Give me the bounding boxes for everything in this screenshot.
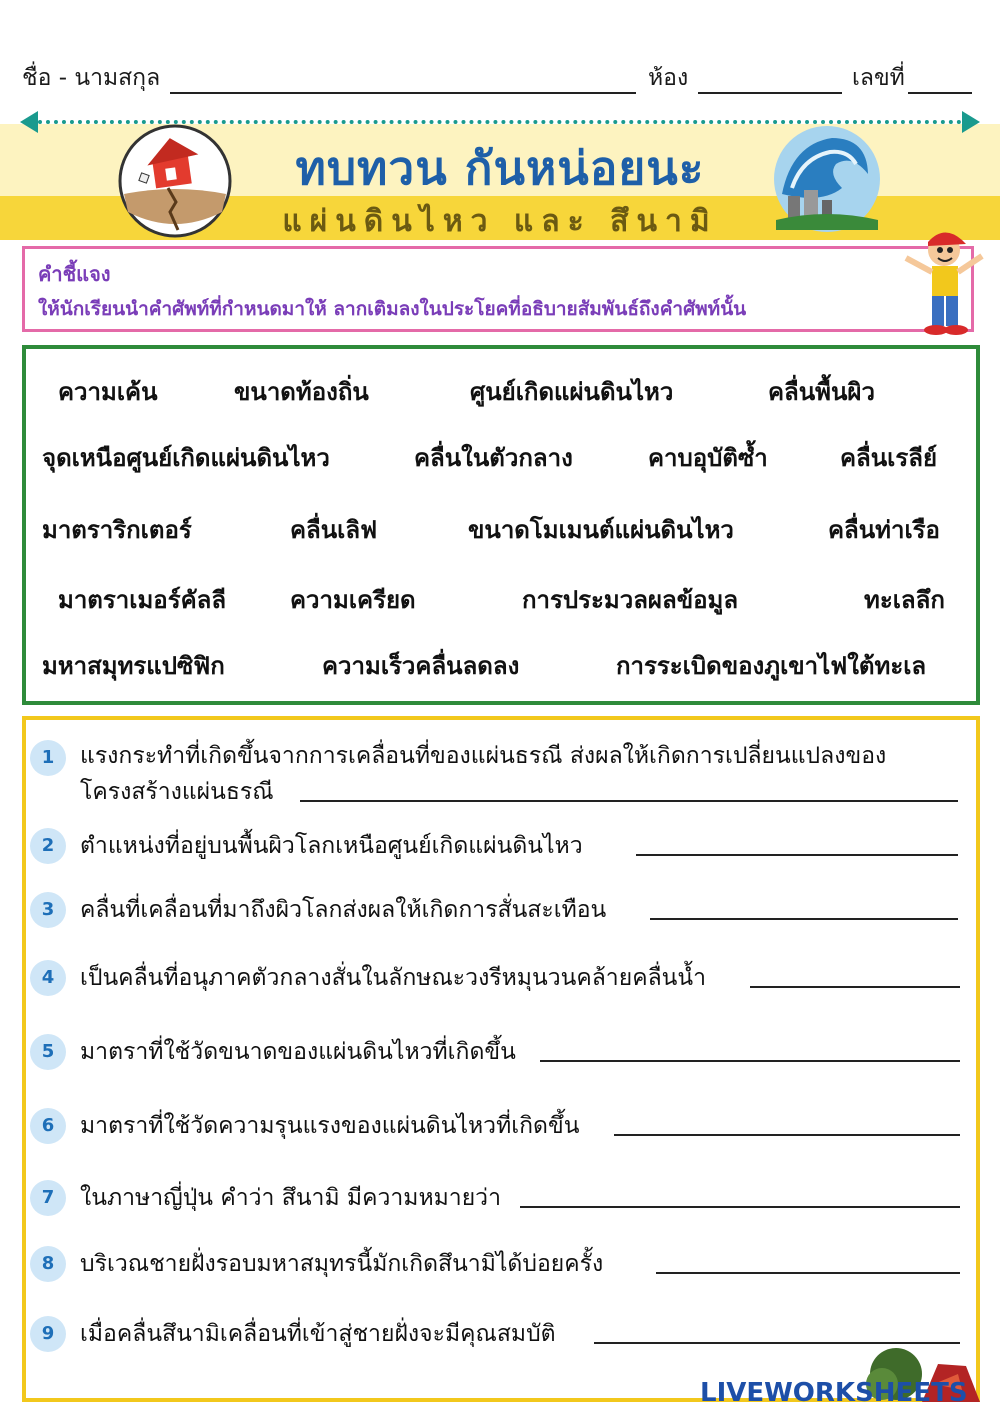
question-text: มาตราที่ใช้วัดขนาดของแผ่นดินไหวที่เกิดขึ้น <box>80 1039 516 1065</box>
question-number: 3 <box>30 892 66 928</box>
word-bank-item[interactable]: จุดเหนือศูนย์เกิดแผ่นดินไหว <box>42 444 330 472</box>
cartoon-boy-icon <box>900 224 986 338</box>
room-label: ห้อง <box>648 65 689 91</box>
answer-blank-4[interactable] <box>750 986 960 988</box>
question-text: เป็นคลื่นที่อนุภาคตัวกลางสั่นในลักษณะวงรีหมุนวนคล้ายคลื่นน้ำ <box>80 965 707 991</box>
answer-blank-5[interactable] <box>540 1060 960 1062</box>
question-text: ตำแหน่งที่อยู่บนพื้นผิวโลกเหนือศูนย์เกิดแผ่นดินไหว <box>80 833 583 859</box>
word-bank-item[interactable]: การประมวลผลข้อมูล <box>522 586 739 614</box>
question-number: 9 <box>30 1316 66 1352</box>
word-bank-item[interactable]: ขนาดท้องถิ่น <box>234 378 369 406</box>
word-bank-item[interactable]: ทะเลลึก <box>864 586 945 614</box>
question-text: เมื่อคลื่นสึนามิเคลื่อนที่เข้าสู่ชายฝั่งจะมีคุณสมบัติ <box>80 1321 556 1347</box>
answer-blank-8[interactable] <box>656 1272 960 1274</box>
question-text: ในภาษาญี่ปุ่น คำว่า สึนามิ มีความหมายว่า <box>80 1185 502 1211</box>
word-bank-item[interactable]: มาตราริกเตอร์ <box>42 516 192 544</box>
instructions-body: ให้นักเรียนนำคำศัพท์ที่กำหนดมาให้ ลากเติมลงในประโยคที่อธิบายสัมพันธ์ถึงคำศัพท์นั้น <box>38 298 747 320</box>
word-bank-item[interactable]: คลื่นพื้นผิว <box>768 378 875 406</box>
word-bank-item[interactable]: คาบอุบัติซ้ำ <box>648 444 768 472</box>
question-number: 7 <box>30 1180 66 1216</box>
page-title: ทบทวน กันหน่อยนะ <box>295 141 705 195</box>
answer-blank-7[interactable] <box>520 1206 960 1208</box>
word-bank-item[interactable]: มหาสมุทรแปซิฟิก <box>42 652 225 680</box>
question-text: มาตราที่ใช้วัดความรุนแรงของแผ่นดินไหวที่เกิดขึ้น <box>80 1113 580 1139</box>
name-input-line[interactable] <box>170 92 636 94</box>
liveworksheets-logo: LIVEWORKSHEETS <box>700 1378 968 1408</box>
question-text: แรงกระทำที่เกิดขึ้นจากการเคลื่อนที่ของแผ่นธรณี ส่งผลให้เกิดการเปลี่ยนแปลงของ <box>80 743 887 769</box>
answer-blank-1[interactable] <box>300 800 958 802</box>
word-bank-item[interactable]: มาตราเมอร์คัลลี <box>58 586 227 614</box>
word-bank-item[interactable]: ความเครียด <box>290 586 416 614</box>
word-bank-item[interactable]: ความเค้น <box>58 378 158 406</box>
page-subtitle: แผ่นดินไหว และ สึนามิ <box>282 204 718 239</box>
answer-blank-3[interactable] <box>650 918 958 920</box>
question-number: 1 <box>30 740 66 776</box>
word-bank-item[interactable]: คลื่นเลิฟ <box>290 516 378 544</box>
number-label: เลขที่ <box>852 65 905 91</box>
word-bank-item[interactable]: ขนาดโมเมนต์แผ่นดินไหว <box>468 516 734 544</box>
arrow-right-icon <box>962 111 980 133</box>
word-bank-item[interactable]: คลื่นในตัวกลาง <box>414 444 573 472</box>
answer-blank-6[interactable] <box>614 1134 960 1136</box>
question-number: 6 <box>30 1108 66 1144</box>
question-text: โครงสร้างแผ่นธรณี <box>80 779 274 805</box>
number-input-line[interactable] <box>908 92 972 94</box>
word-bank-item[interactable]: คลื่นท่าเรือ <box>828 516 940 544</box>
name-label: ชื่อ - นามสกุล <box>22 65 161 91</box>
answer-blank-2[interactable] <box>636 854 958 856</box>
word-bank-item[interactable]: ความเร็วคลื่นลดลง <box>322 652 520 680</box>
word-bank-item[interactable]: คลื่นเรลีย์ <box>840 444 938 472</box>
question-number: 4 <box>30 960 66 996</box>
question-text: บริเวณชายฝั่งรอบมหาสมุทรนี้มักเกิดสึนามิได้บ่อยครั้ง <box>80 1251 604 1277</box>
question-number: 5 <box>30 1034 66 1070</box>
question-number: 8 <box>30 1246 66 1282</box>
question-number: 2 <box>30 828 66 864</box>
arrow-left-icon <box>20 111 38 133</box>
room-input-line[interactable] <box>698 92 842 94</box>
word-bank-item[interactable]: การระเบิดของภูเขาไฟใต้ทะเล <box>616 652 927 680</box>
instructions-heading: คำชี้แจง <box>38 262 111 286</box>
word-bank-item[interactable]: ศูนย์เกิดแผ่นดินไหว <box>470 378 674 406</box>
question-text: คลื่นที่เคลื่อนที่มาถึงผิวโลกส่งผลให้เกิดการสั่นสะเทือน <box>80 897 607 923</box>
